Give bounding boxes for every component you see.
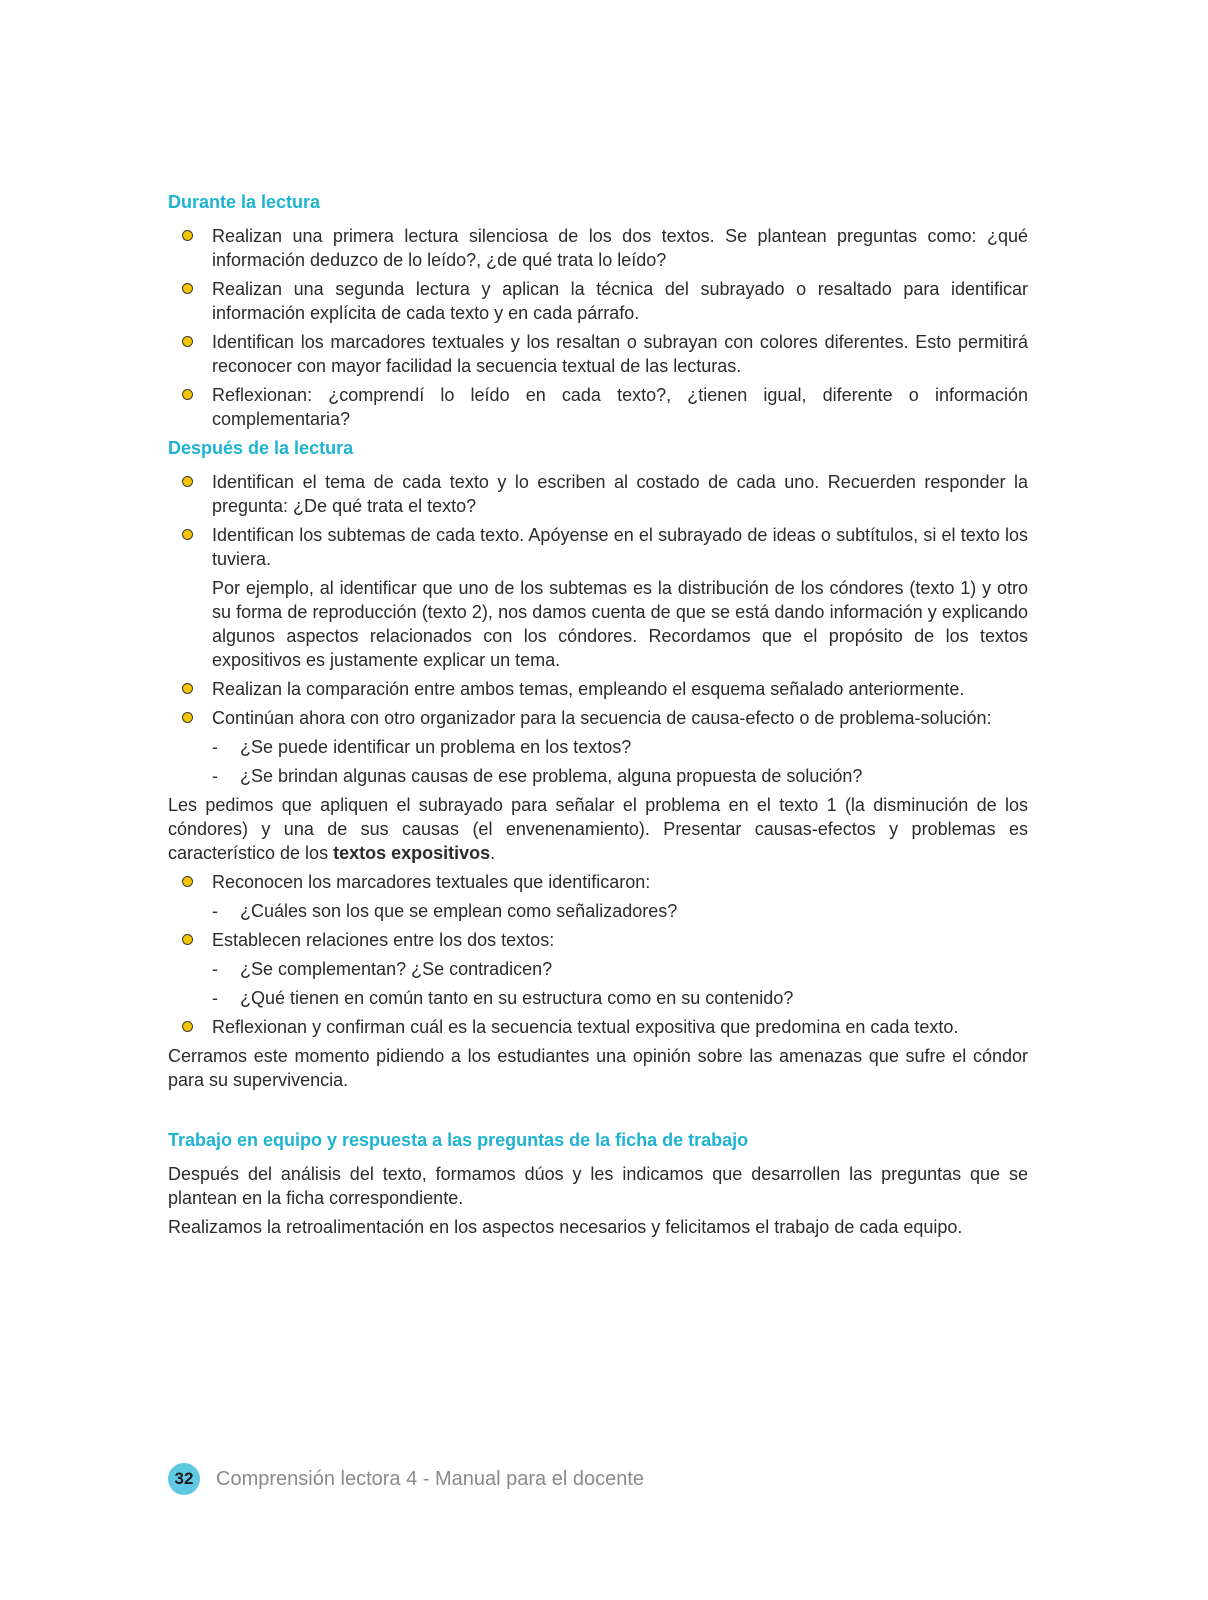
despues-list	[168, 470, 1028, 571]
question-item: - ¿Se brindan algunas causas de ese problema, alguna propuesta de solución?	[212, 766, 863, 786]
question-list	[168, 735, 1028, 788]
durante-list	[168, 224, 1028, 431]
question-item: - ¿Cuáles son los que se emplean como señalizadores?	[212, 901, 678, 921]
despues-list-3	[168, 870, 1028, 1039]
list-item: Identifican los subtemas de cada texto. Apóyense en el subrayado de ideas o subtítulos, si el texto los tuviera.	[168, 523, 1028, 571]
dash-icon: -	[212, 959, 218, 979]
list-item: Realizan una segunda lectura y aplican la técnica del subrayado o resaltado para identificar información explícita de cada texto y en cada párrafo.	[168, 277, 1028, 325]
bullet-icon	[182, 529, 193, 540]
list-item: Identifican el tema de cada texto y lo escriben al costado de cada uno. Recuerden responder la pregunta: ¿De qué trata el texto?	[168, 470, 1028, 518]
question-item: - ¿Qué tienen en común tanto en su estructura como en su contenido?	[212, 988, 794, 1008]
list-item: Identifican los marcadores textuales y los resaltan o subrayan con colores diferentes. Esto permitirá reconocer con mayor facilidad la secuencia textual de las lecturas.	[168, 330, 1028, 378]
footer-title: Comprensión lectora 4 - Manual para el docente	[216, 1467, 645, 1490]
trabajo-paragraph-2: Realizamos la retroalimentación en los aspectos necesarios y felicitamos el trabajo de cada equipo.	[168, 1217, 963, 1237]
page-number-badge: 32	[168, 1463, 200, 1495]
question-list	[168, 957, 1028, 1010]
bullet-icon	[182, 876, 193, 887]
bullet-icon	[182, 934, 193, 945]
bullet-icon	[182, 683, 193, 694]
question-list	[168, 899, 1028, 923]
list-item: Establecen relaciones entre los dos textos: - ¿Se complementan? ¿Se contradicen? - ¿Qué tienen en común tanto en su estructura como en su contenido?	[168, 928, 1028, 1010]
list-item: Realizan una primera lectura silenciosa de los dos textos. Se plantean preguntas como: ¿qué información deduzco de lo leído?, ¿de qué trata lo leído?	[168, 224, 1028, 272]
bullet-icon	[182, 476, 193, 487]
list-item: Reflexionan: ¿comprendí lo leído en cada texto?, ¿tienen igual, diferente o información complementaria?	[168, 383, 1028, 431]
bullet-icon	[182, 389, 193, 400]
dash-icon: -	[212, 901, 218, 921]
bullet-icon	[182, 1021, 193, 1032]
list-item: Realizan la comparación entre ambos temas, empleando el esquema señalado anteriormente.	[168, 677, 1028, 701]
bullet-icon	[182, 283, 193, 294]
list-item: Reconocen los marcadores textuales que identificaron: - ¿Cuáles son los que se emplean como señalizadores?	[168, 870, 1028, 923]
problem-paragraph: Les pedimos que apliquen el subrayado para señalar el problema en el texto 1 (la disminución de los cóndores) y una de sus causas (el envenenamiento). Presentar causas-efectos y problemas es característico de los textos expositivos.	[168, 795, 1028, 863]
bold-term: textos expositivos	[333, 843, 491, 863]
bullet-icon	[182, 336, 193, 347]
example-paragraph: Por ejemplo, al identificar que uno de los subtemas es la distribución de los cóndores (texto 1) y otro su forma de reproducción (texto 2), nos damos cuenta de que se está dando información y explicando algunos aspectos relacionados con los cóndores. Recordamos que el propósito de los textos expositivos es justamente explicar un tema.	[212, 578, 1028, 670]
question-item: - ¿Se puede identificar un problema en los textos?	[212, 737, 632, 757]
dash-icon: -	[212, 737, 218, 757]
heading-despues-de-la-lectura: Después de la lectura	[168, 438, 354, 458]
closing-paragraph: Cerramos este momento pidiendo a los estudiantes una opinión sobre las amenazas que sufre el cóndor para su supervivencia.	[168, 1046, 1028, 1090]
list-item: Reflexionan y confirman cuál es la secuencia textual expositiva que predomina en cada texto.	[168, 1015, 1028, 1039]
heading-durante-la-lectura: Durante la lectura	[168, 192, 321, 212]
list-item: Continúan ahora con otro organizador para la secuencia de causa-efecto o de problema-solución: - ¿Se puede identificar un problema en los textos? - ¿Se brindan algunas causas de ese problema, alguna propuesta de solución?	[168, 706, 1028, 788]
question-item: - ¿Se complementan? ¿Se contradicen?	[212, 959, 553, 979]
page-content	[168, 190, 1028, 1244]
dash-icon: -	[212, 988, 218, 1008]
despues-list-2	[168, 677, 1028, 788]
heading-trabajo-en-equipo: Trabajo en equipo y respuesta a las preguntas de la ficha de trabajo	[168, 1130, 749, 1150]
page-footer	[168, 1463, 644, 1495]
trabajo-paragraph-1: Después del análisis del texto, formamos dúos y les indicamos que desarrollen las preguntas que se plantean en la ficha correspondiente.	[168, 1164, 1028, 1208]
dash-icon: -	[212, 766, 218, 786]
bullet-icon	[182, 712, 193, 723]
bullet-icon	[182, 230, 193, 241]
